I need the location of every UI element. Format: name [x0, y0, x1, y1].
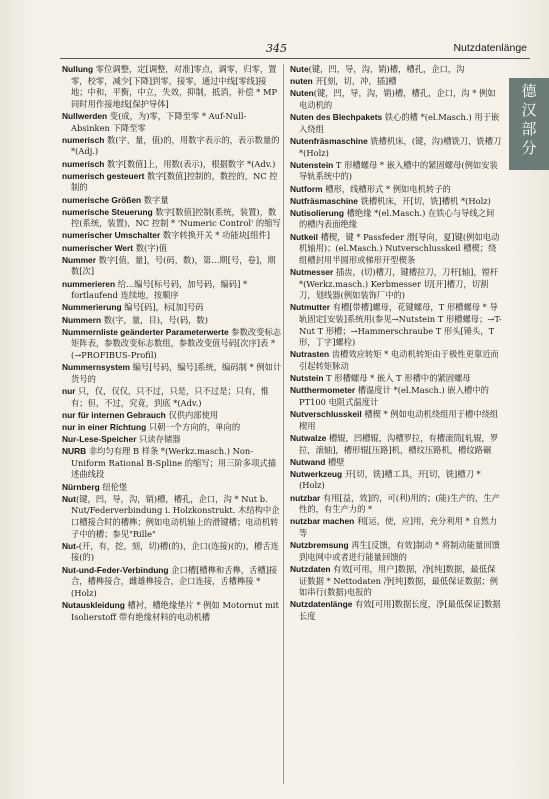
entry-definition: 非均匀有理 B 样条 *(Werkz.masch.) Non-Uniform Rational B-Spline 的缩写；用三阶多项式描述曲线段: [71, 446, 276, 480]
dictionary-entry: [290, 184, 502, 196]
dictionary-entry: [290, 267, 502, 302]
thumb-tab-char: 德: [521, 82, 537, 100]
entry-headword: Nutisolierung: [290, 207, 344, 218]
dictionary-entry: [290, 540, 502, 563]
entry-headword: Nummerierung: [62, 302, 122, 313]
entry-headword: Nutenstein: [290, 159, 334, 170]
entry-definition: 再生[反馈，有效]制动 * 将制动能量回馈到电网中或者进行能量回馈的: [299, 540, 500, 562]
dictionary-entry: [290, 469, 502, 492]
entry-definition: 参数改变标志矩阵表，参数改变标志数组，参数改变值号码[次序]表 *(→PROFIBUS-Profil): [71, 326, 282, 360]
dictionary-entry: [290, 112, 502, 135]
dictionary-entry: [290, 409, 502, 432]
entry-headword: Nummernliste geänderter Parameterwerte: [62, 326, 229, 337]
entry-definition: 插齿，(切)槽刀，键槽拉刀，刀杆[轴]，镗杆 *(Werkz.masch.) Kerbmesser 切[开]槽刀，切割刀，划线器(例如装饰厂中的): [299, 267, 499, 301]
dictionary-entry: [62, 541, 282, 564]
dictionary-entry: [290, 136, 502, 159]
entry-definition: 零位调整，定[调整，对准]零点，调零，归零，置零，校零，减少[下降]到零，接零，通过中线[零线]接地；中和，平衡，中立，失效，抑制，抵消，补偿 * MP 同时用作接地线[保护导体]: [71, 64, 278, 109]
dictionary-entry: [290, 373, 502, 385]
entry-headword: nummerieren: [62, 278, 116, 289]
dictionary-entry: [62, 386, 282, 409]
entry-headword: numerischer Umschalter: [62, 230, 161, 241]
entry-definition: 只读存储器: [136, 434, 181, 445]
dictionary-entry: [62, 565, 282, 600]
running-head: Nutzdatenlänge: [453, 42, 527, 54]
entry-definition: 铣槽机床，开[切，铣]槽机 *(Holz): [357, 195, 491, 206]
dictionary-entry: [290, 160, 502, 183]
dictionary-entry: [290, 457, 502, 469]
entry-headword: numerische Größen: [62, 194, 142, 205]
entry-headword: Nutstein: [290, 373, 324, 384]
entry-headword: Nutwalze: [290, 432, 327, 443]
entry-headword: nur für internen Gebrauch: [62, 409, 166, 420]
thumb-tab-char: 部: [521, 120, 537, 138]
entry-headword: Nutzdaten: [290, 564, 331, 574]
dictionary-entry: [290, 196, 502, 208]
entry-definition: 数(字)值: [133, 242, 168, 253]
thumb-tab-char: 汉: [521, 101, 537, 119]
dictionary-entry: [290, 232, 502, 267]
entry-headword: Nullung: [62, 64, 94, 74]
entry-headword: numerisch: [62, 134, 105, 145]
entry-definition: 槽楔 * 例如电动机绕组用于槽中绕组楔用: [299, 409, 499, 431]
dictionary-entry: [62, 434, 282, 446]
entry-headword: Nut-: [62, 540, 79, 551]
entry-headword: Nutmutter: [290, 302, 331, 313]
entry-headword: nutzbar machen: [290, 516, 355, 527]
entry-headword: Nummern: [62, 314, 102, 325]
dictionary-entry: [290, 302, 502, 348]
entry-headword: Nuten des Blechpakets: [290, 112, 383, 123]
entry-definition: 槽绝缘 *(el.Masch.) 在铁心与导线之间的槽内表面绝缘: [299, 207, 495, 230]
entry-headword: Nullwerden: [62, 110, 108, 121]
entry-definition: 有效[可用]数据长度，净[最低保证]数据长度: [299, 599, 501, 621]
dictionary-entry: [290, 349, 502, 372]
entry-headword: numerisch gesteuert: [62, 170, 145, 181]
entry-definition: 编号[号码，编号]系统，编码制 * 例如计货号的: [71, 362, 282, 384]
dictionary-entry: [290, 599, 502, 622]
entry-definition: (键，凹，导，沟，销)槽，槽孔，企口，沟 * Nut b. Nut/Federverbindung i. Holzkonstrukt. 木结构中企口槽接合时的槽榫；例如电动机轴上的滑键槽；电动机转子中的槽；参见"Rille": [71, 493, 280, 539]
dictionary-entry: [290, 385, 502, 408]
dictionary-entry: [290, 88, 502, 111]
entry-headword: nur in einer Richtung: [62, 421, 147, 432]
dictionary-entry: [62, 600, 282, 623]
entry-headword: nutzbar: [290, 492, 321, 503]
dictionary-entry: [290, 564, 502, 599]
entry-headword: Nummernsystem: [62, 362, 130, 373]
entry-definition: 槽辊，凹槽辊，沟槽罗拉，有槽滚筒[轧辊，罗拉，滚轴]，槽形辊[压路]机，槽纹压路机，槽纹路碾: [299, 432, 499, 455]
dictionary-entry: [290, 516, 502, 539]
dictionary-entry: [62, 410, 282, 422]
dictionary-entry: [290, 433, 502, 456]
dictionary-entry: [62, 302, 282, 314]
entry-definition: 只朝一个方向的，单向的: [146, 421, 241, 432]
entry-headword: Nummer: [62, 254, 96, 265]
entry-definition: 铣槽机床，(键，沟)槽铣刀，铣槽刀 *(Holz): [299, 135, 502, 158]
entry-definition: T 形槽螺母 * 嵌入 T 形槽中的紧固螺母: [323, 373, 471, 384]
entry-definition: T 形槽螺母 * 嵌入槽中的紧固螺母(例如安装导轨系统中的): [299, 159, 498, 182]
entry-definition: 数字[数值]上，用数(表示)，根据数字 *(Adv.): [104, 158, 276, 169]
entry-definition: 槽衬，槽绝缘垫片 * 例如 Motornut mit Isolierstoff 带有绝缘材料的电动机槽: [71, 599, 279, 622]
entry-headword: numerische Steuerung: [62, 206, 153, 217]
entry-headword: Nürnberg: [62, 481, 100, 492]
entry-headword: NURB: [62, 446, 87, 457]
dictionary-entry: [62, 159, 282, 171]
entry-headword: Nutmesser: [290, 267, 334, 278]
entry-headword: nuten: [290, 76, 313, 87]
entry-definition: 仅供内部使用: [165, 409, 219, 420]
entry-headword: Nute: [290, 64, 309, 74]
entry-definition: (开，有，挖，刻，切)槽(的)，企口(连接)(的)，槽舌连接(的): [71, 540, 279, 563]
entry-definition: 有效[可用，用户]数据，净[纯]数据，最低保证数据 * Nettodaten 净[纯]数据，最低保证数据；例如串行(数据)电报的: [299, 564, 498, 598]
dictionary-entry: [62, 494, 282, 540]
dictionary-entry: [290, 76, 502, 88]
entry-definition: 槽形，线槽形式 * 例如电机转子的: [322, 183, 451, 194]
header-rule: [60, 58, 530, 59]
entry-definition: 编号[码]，标[加]号码: [121, 302, 204, 313]
entry-headword: Nutform: [290, 183, 323, 194]
dictionary-entry: [62, 279, 282, 302]
entry-headword: numerischer Wert: [62, 242, 134, 253]
section-thumb-tab: [509, 78, 549, 170]
entry-definition: 纽伦堡: [99, 481, 128, 492]
dictionary-entry: [62, 171, 282, 194]
entry-definition: 数(字，量，目)，号(码，数): [101, 314, 208, 325]
right-column: [290, 64, 502, 623]
entry-headword: Nutwerkzeug: [290, 468, 343, 479]
page-header: [0, 42, 549, 58]
dictionary-entry: [62, 195, 282, 207]
entry-definition: (键，凹，导，沟，销)槽，槽孔，企口，沟: [308, 64, 465, 74]
entry-definition: 槽壁: [325, 456, 345, 467]
entry-headword: Nutkeil: [290, 231, 318, 242]
entry-headword: Nutthermometer: [290, 385, 356, 396]
entry-definition: 数字[数值]控制的，数控的，NC 控制的: [71, 170, 278, 193]
entry-definition: 有用[益，效]的，可(利)用的；(能)生产的，生产性的，有生产力的 *: [299, 492, 500, 515]
entry-definition: 数字[值，量]，号(码，数)，第…期[号，卷]，期数[次]: [71, 254, 276, 277]
entry-definition: (键，凹，导，沟，销)槽，槽孔，企口，沟 * 例如电动机的: [299, 88, 496, 110]
column-divider: [283, 64, 284, 784]
entry-headword: Nutverschlusskeil: [290, 409, 362, 420]
entry-definition: 只，仅，仅仅，只不过，只是，只不过是；只有，惟有；但，不过，究竟，到底 *(Adv.): [71, 385, 269, 408]
thumb-tab-char: 分: [521, 139, 537, 157]
entry-definition: 开[刻，切，冲，插]槽: [312, 76, 397, 87]
dictionary-entry: [62, 230, 282, 242]
entry-definition: 齿槽效应转矩 * 电动机转矩由于极性更靠近而引起转矩脉动: [299, 349, 499, 371]
dictionary-entry: [62, 446, 282, 481]
entry-headword: Nutfräsmaschine: [290, 195, 358, 206]
entry-definition: 槽楔，键 * Passfeder 滑[导向，夏]键(例如电动机轴用)；(el.Masch.) Nutverschlusskeil 槽楔；绕组槽封用半圆形或梯形开型楔条: [299, 231, 500, 265]
entry-headword: numerisch: [62, 158, 105, 169]
left-column: [62, 64, 282, 624]
entry-headword: Nutzbremsung: [290, 540, 349, 551]
entry-headword: Nut-und-Feder-Verbindung: [62, 564, 169, 575]
entry-headword: Nutauskleidung: [62, 599, 125, 610]
dictionary-entry: [290, 208, 502, 231]
entry-headword: Nutenfräsmaschine: [290, 135, 368, 146]
entry-definition: 给…编号[标号码，加号码，编码] * fortlaufend 连续地，按顺序: [71, 278, 248, 301]
entry-headword: Nutrasten: [290, 349, 330, 360]
entry-headword: Nuten: [290, 88, 314, 99]
entry-definition: 数字[数值]控制(系统，装置)，数控(系统，装置)，NC 控制 * 'Numeric Control' 的缩写: [71, 206, 281, 229]
entry-headword: Nut: [62, 493, 76, 504]
dictionary-entry: [62, 64, 282, 110]
dictionary-entry: [62, 315, 282, 327]
entry-definition: 数字量: [141, 194, 169, 205]
dictionary-entry: [290, 493, 502, 516]
entry-definition: 数字转换开关 * 功能块[组件]: [160, 230, 271, 241]
dictionary-entry: [62, 327, 282, 362]
dictionary-entry: [62, 482, 282, 494]
entry-headword: Nutzdatenlänge: [290, 599, 353, 610]
dictionary-entry: [62, 243, 282, 255]
dictionary-entry: [62, 135, 282, 158]
page-number: 345: [266, 42, 287, 55]
entry-definition: 槽温度计 *(el.Masch.) 嵌入槽中的 PT100 电阻式温度计: [299, 385, 489, 407]
dictionary-entry: [62, 207, 282, 230]
dictionary-entry: [62, 362, 282, 385]
entry-headword: Nur-Lese-Speicher: [62, 434, 137, 445]
dictionary-entry: [62, 422, 282, 434]
entry-definition: 利[运，使，应]用，充分利用 * 自然力等: [299, 516, 498, 539]
dictionary-entry: [62, 111, 282, 134]
entry-definition: 铁心的槽 *(el.Masch.) 用于嵌入绕组: [299, 112, 500, 134]
dictionary-entry: [62, 255, 282, 278]
entry-definition: 变(成，为)零，下降至零 * Auf-Null-Absinken 下降至零: [71, 110, 247, 133]
entry-definition: 有槽[带槽]螺母，花键螺母，T 形槽螺母 * 导轨固定[安装]系统用(参见→Nutstein T 形槽螺母；→T-Nut T 形槽；→Hammerschraube T 形头[锤头，T 形，丁字]螺栓): [299, 302, 502, 348]
entry-definition: 企口槽[槽榫和舌榫，舌槽]接合，槽榫接合，雌雄榫接合，企口连接，舌槽榫接 *(Holz): [71, 564, 278, 598]
dictionary-entry: [290, 64, 502, 76]
entry-definition: 开[切，铣]槽工具，开[切，铣]槽刀 *(Holz): [299, 468, 481, 491]
entry-headword: nur: [62, 385, 76, 396]
entry-headword: Nutwand: [290, 456, 326, 467]
entry-definition: 数(字，量，值)的，用数字表示的，表示数量的 *(Adj.): [71, 134, 280, 157]
